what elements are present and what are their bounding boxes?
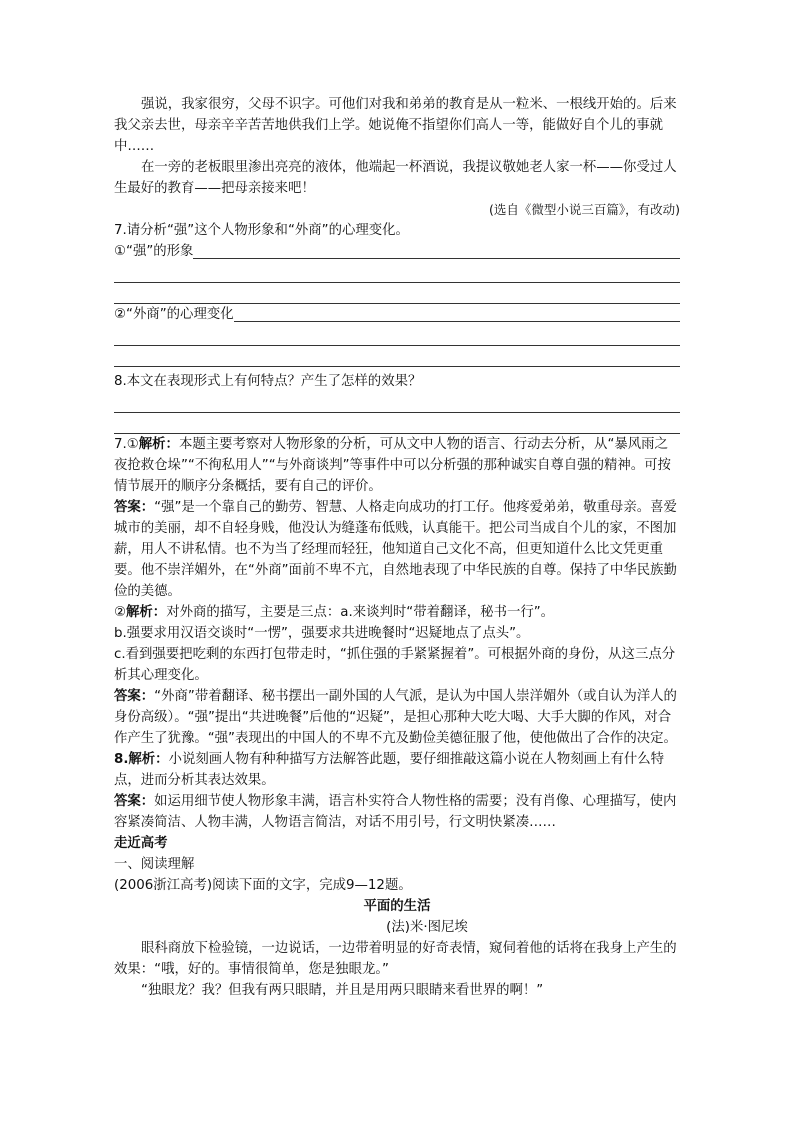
answer-blank[interactable] — [234, 321, 680, 322]
answer-7-2-analysis — [114, 602, 680, 623]
question-7-2-label: ②“外商”的心理变化 — [114, 307, 234, 322]
answer-text: 如运用细节使人物形象丰满，语言朴实符合人物性格的需要；没有肖像、心理描写，使内容紧凑简洁、人物丰满，人物语言简洁，对话不用引号，行文明快紧凑…… — [114, 794, 677, 830]
question-7-1-label: ①“强”的形象 — [114, 244, 194, 259]
analysis-label: 解析： — [128, 752, 169, 767]
answer-7-2-point-b: b.强要求用汉语交谈时“一愣”，强要求共进晚餐时“迟疑地点了点头”。 — [114, 626, 530, 641]
answer-7-1-analysis — [114, 434, 680, 497]
article-paragraph-2: “独眼龙？我？但我有两只眼睛，并且是用两只眼睛来看世界的啊！” — [141, 983, 544, 998]
answer-number: 8. — [114, 752, 129, 767]
answer-label: 答案： — [114, 500, 155, 515]
article-author: (法)米·图尼埃 — [386, 920, 468, 935]
answer-8-analysis — [114, 749, 680, 791]
answer-text: “外商”带着翻译、秘书摆出一副外国的人气派，是认为中国人崇洋媚外（或自认为洋人的身份高级）。“强”提出“共进晚餐”后他的“迟疑”，是担心那种大吃大喝、大手大脚的作风，对合作产生了犹豫。“强”表现出的中国人的不卑不亢及勤俭美德征服了他，使他做出了合作的决定。 — [114, 689, 677, 746]
answer-line-7-1-label-row — [114, 241, 680, 262]
answer-7-2-answer — [114, 686, 680, 749]
content-area — [114, 94, 680, 1001]
answer-8-answer — [114, 791, 680, 833]
exam-intro: (2006浙江高考)阅读下面的文字，完成9—12题。 — [114, 878, 412, 893]
answer-label: 答案： — [114, 794, 155, 809]
answer-text: “强”是一个靠自己的勤劳、智慧、人格走向成功的打工仔。他疼爱弟弟，敬重母亲。喜爱城市的美丽，却不自轻身贱，他没认为缝蓬布低贱，认真能干。把公司当成自个儿的家，不图加薪，用人不讲私情。也不为当了经理而轻狂，他知道自己文化不高，但更知道什么比文凭更重要。他不崇洋媚外，在“外商”面前不卑不亢，自然地表现了中华民族的自尊。保持了中华民族勤俭的美德。 — [114, 500, 677, 599]
analysis-text: 本题主要考察对人物形象的分析，可从文中人物的语言、行动去分析，从“暴风雨之夜抢救仓垛”“不徇私用人”“与外商谈判”等事件中可以分析强的那种诚实自尊自强的精神。可按情节展开的顺序分条概括，要有自己的评价。 — [114, 437, 671, 494]
answer-7-1-answer — [114, 497, 680, 602]
analysis-label: 解析： — [126, 605, 167, 620]
story-paragraph-1: 强说，我家很穷，父母不识字。可他们对我和弟弟的教育是从一粒米、一根线开始的。后来我父亲去世，母亲辛辛苦苦地供我们上学。她说俺不指望你们高人一等，能做好自个儿的事就中…… — [114, 97, 677, 154]
article-title: 平面的生活 — [363, 899, 431, 914]
question-7: 7.请分析“强”这个人物形象和“外商”的心理变化。 — [114, 223, 409, 238]
section-subheading: 一、阅读理解 — [114, 857, 195, 872]
answer-line[interactable] — [114, 413, 680, 434]
answer-line[interactable] — [114, 392, 680, 413]
answer-line[interactable] — [114, 262, 680, 283]
answer-number: 7.① — [114, 437, 139, 452]
analysis-text: 小说刻画人物有种种描写方法解答此题，要仔细推敲这篇小说在人物刻画上有什么特点，进而分析其表达效果。 — [114, 752, 665, 788]
answer-blank[interactable] — [193, 258, 680, 259]
answer-line[interactable] — [114, 346, 680, 367]
answer-line[interactable] — [114, 283, 680, 304]
answer-line-7-2-label-row — [114, 304, 680, 325]
story-paragraph-2: 在一旁的老板眼里渗出亮亮的液体，他端起一杯酒说，我提议敬她老人家一杯——你受过人生最好的教育——把母亲接来吧！ — [114, 160, 677, 196]
answer-line[interactable] — [114, 325, 680, 346]
question-8: 8.本文在表现形式上有何特点？产生了怎样的效果？ — [114, 374, 422, 389]
answer-7-2-point-c: c.看到强要把吃剩的东西打包带走时，“抓住强的手紧紧握着”。可根据外商的身份，从这三点分析其心理变化。 — [114, 647, 676, 683]
article-paragraph-1: 眼科商放下检验镜，一边说话，一边带着明显的好奇表情，窥伺着他的话将在我身上产生的效果：“哦，好的。事情很简单，您是独眼龙。” — [114, 941, 677, 977]
analysis-text: 对外商的描写，主要是三点：a.来谈判时“带着翻译，秘书一行”。 — [166, 605, 555, 620]
answer-number: ② — [114, 605, 127, 620]
source-citation: (选自《微型小说三百篇》，有改动) — [488, 202, 680, 217]
section-heading: 走近高考 — [114, 836, 168, 851]
answer-label: 答案： — [114, 689, 155, 704]
analysis-label: 解析： — [138, 437, 179, 452]
